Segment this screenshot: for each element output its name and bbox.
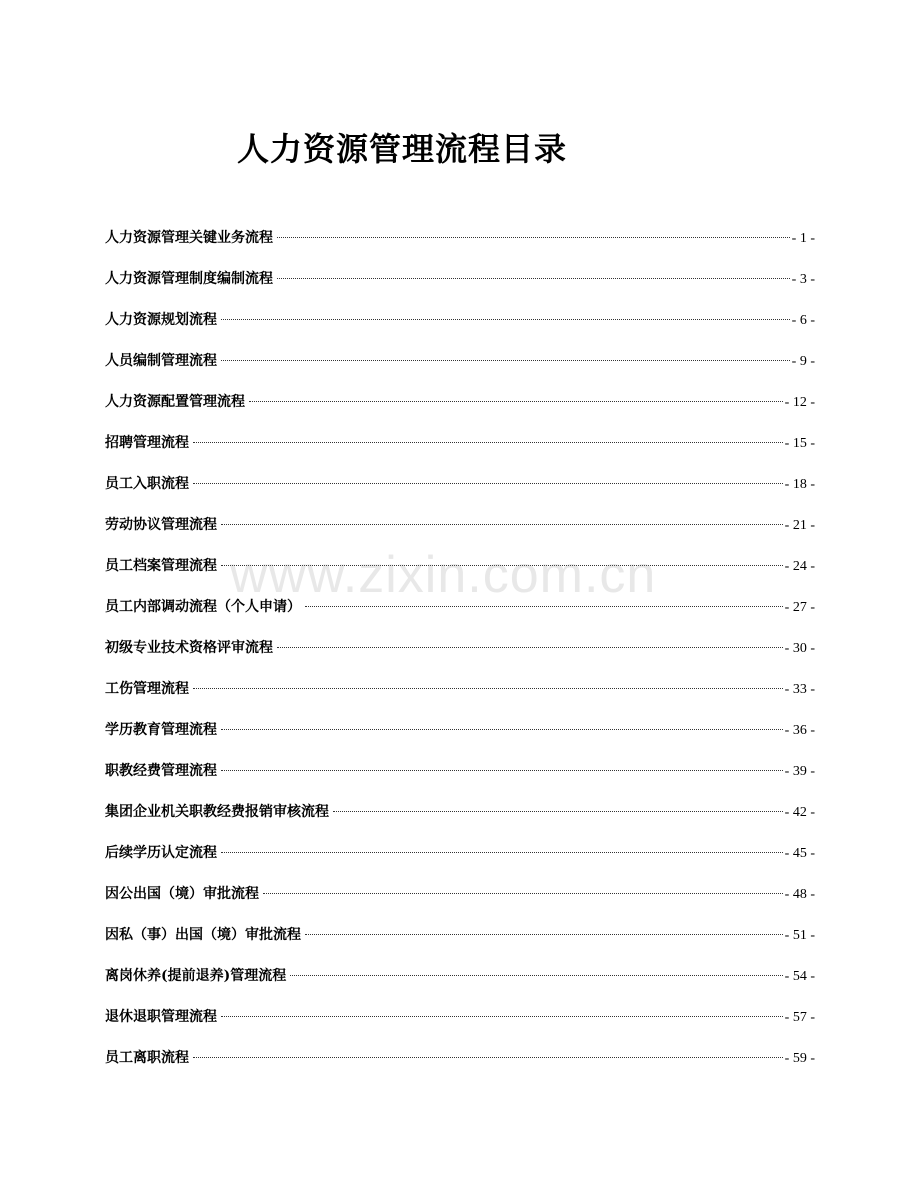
toc-entry-label: 劳动协议管理流程: [105, 517, 217, 533]
toc-entry[interactable]: [105, 924, 815, 965]
toc-entry-page-number: - 18 -: [784, 477, 815, 492]
toc-dot-leader: [221, 319, 790, 320]
toc-entry[interactable]: [105, 350, 815, 391]
toc-dot-leader: [249, 401, 783, 402]
toc-entry-page-number: - 3 -: [791, 272, 815, 287]
toc-entry-label: 员工离职流程: [105, 1050, 189, 1066]
toc-entry-page-number: - 1 -: [791, 231, 815, 246]
toc-entry-page-number: - 24 -: [784, 559, 815, 574]
toc-entry-page-number: - 36 -: [784, 723, 815, 738]
toc-entry[interactable]: [105, 555, 815, 596]
toc-entry-page-number: - 15 -: [784, 436, 815, 451]
toc-entry[interactable]: [105, 965, 815, 1006]
toc-entry[interactable]: [105, 514, 815, 555]
toc-entry-label: 员工档案管理流程: [105, 558, 217, 574]
toc-dot-leader: [193, 1057, 783, 1058]
toc-entry-label: 人力资源管理制度编制流程: [105, 271, 273, 287]
toc-entry-label: 工伤管理流程: [105, 681, 189, 697]
toc-dot-leader: [277, 647, 783, 648]
toc-entry[interactable]: [105, 227, 815, 268]
toc-entry-page-number: - 39 -: [784, 764, 815, 779]
toc-entry[interactable]: [105, 268, 815, 309]
toc-dot-leader: [221, 1016, 783, 1017]
toc-entry-label: 因私（事）出国（境）审批流程: [105, 927, 301, 943]
toc-dot-leader: [193, 688, 783, 689]
table-of-contents: [105, 227, 815, 1088]
toc-entry-page-number: - 59 -: [784, 1051, 815, 1066]
toc-entry-page-number: - 51 -: [784, 928, 815, 943]
toc-entry-label: 员工内部调动流程（个人申请）: [105, 599, 301, 615]
toc-dot-leader: [221, 524, 783, 525]
toc-entry-label: 后续学历认定流程: [105, 845, 217, 861]
toc-dot-leader: [305, 606, 783, 607]
toc-entry-label: 职教经费管理流程: [105, 763, 217, 779]
toc-dot-leader: [277, 237, 790, 238]
toc-entry[interactable]: [105, 1047, 815, 1088]
toc-dot-leader: [221, 770, 783, 771]
toc-entry-page-number: - 57 -: [784, 1010, 815, 1025]
toc-entry-page-number: - 42 -: [784, 805, 815, 820]
toc-entry-page-number: - 33 -: [784, 682, 815, 697]
toc-entry-page-number: - 48 -: [784, 887, 815, 902]
toc-dot-leader: [333, 811, 783, 812]
toc-dot-leader: [277, 278, 790, 279]
toc-entry[interactable]: [105, 309, 815, 350]
toc-entry-page-number: - 45 -: [784, 846, 815, 861]
toc-entry-page-number: - 27 -: [784, 600, 815, 615]
toc-entry[interactable]: [105, 432, 815, 473]
toc-entry-page-number: - 9 -: [791, 354, 815, 369]
toc-dot-leader: [305, 934, 783, 935]
toc-entry-page-number: - 6 -: [791, 313, 815, 328]
toc-entry[interactable]: [105, 391, 815, 432]
toc-entry[interactable]: [105, 637, 815, 678]
toc-dot-leader: [290, 975, 782, 976]
toc-entry[interactable]: [105, 596, 815, 637]
toc-dot-leader: [193, 442, 783, 443]
toc-entry-label: 人力资源管理关键业务流程: [105, 230, 273, 246]
toc-dot-leader: [221, 360, 790, 361]
toc-entry-label: 因公出国（境）审批流程: [105, 886, 259, 902]
toc-entry-label: 员工入职流程: [105, 476, 189, 492]
toc-entry[interactable]: [105, 842, 815, 883]
toc-dot-leader: [221, 729, 783, 730]
toc-entry-page-number: - 30 -: [784, 641, 815, 656]
toc-entry-label: 集团企业机关职教经费报销审核流程: [105, 804, 329, 820]
toc-entry[interactable]: [105, 719, 815, 760]
toc-dot-leader: [221, 565, 783, 566]
page-title: 人力资源管理流程目录: [236, 130, 567, 168]
toc-entry-label: 学历教育管理流程: [105, 722, 217, 738]
toc-entry-label: 退休退职管理流程: [105, 1009, 217, 1025]
toc-entry-label: 人员编制管理流程: [105, 353, 217, 369]
toc-entry[interactable]: [105, 801, 815, 842]
toc-entry-label: 人力资源配置管理流程: [105, 394, 245, 410]
toc-dot-leader: [193, 483, 783, 484]
toc-entry-page-number: - 21 -: [784, 518, 815, 533]
toc-entry[interactable]: [105, 1006, 815, 1047]
toc-entry[interactable]: [105, 883, 815, 924]
toc-entry[interactable]: [105, 760, 815, 801]
toc-entry-label: 招聘管理流程: [105, 435, 189, 451]
toc-entry-page-number: - 54 -: [784, 969, 815, 984]
toc-entry-label: 离岗休养(提前退养)管理流程: [105, 968, 287, 984]
toc-entry-label: 初级专业技术资格评审流程: [105, 640, 273, 656]
toc-entry-label: 人力资源规划流程: [105, 312, 217, 328]
watermark: www.zixin.com.cn: [230, 546, 657, 604]
toc-entry[interactable]: [105, 473, 815, 514]
toc-dot-leader: [263, 893, 783, 894]
toc-dot-leader: [221, 852, 783, 853]
toc-entry[interactable]: [105, 678, 815, 719]
toc-entry-page-number: - 12 -: [784, 395, 815, 410]
